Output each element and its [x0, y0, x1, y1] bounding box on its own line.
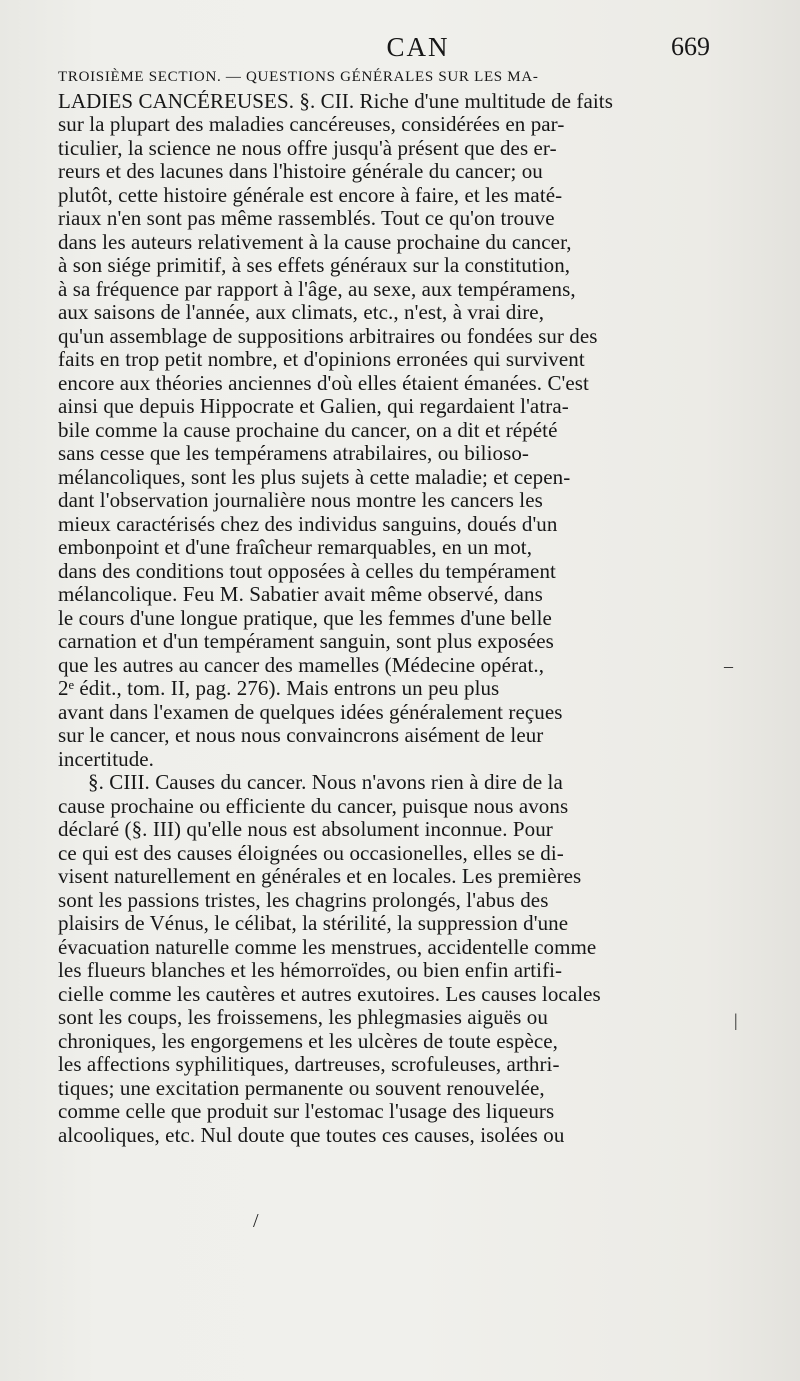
text-line-05: reurs et des lacunes dans l'histoire générale du cancer; ou [58, 160, 543, 183]
text-line-16: bile comme la cause prochaine du cancer, on a dit et répété [58, 418, 558, 442]
text-line-27: 2ᵉ édit., tom. II, pag. 276). Mais entrons un peu plus [58, 677, 500, 700]
text-line-10: à sa fréquence par rapport à l'âge, au sexe, aux tempéramens, [58, 277, 576, 301]
text-line-29: sur le cancer, et nous nous convaincrons aisément de leur [58, 724, 544, 747]
text-line-14: encore aux théories anciennes d'où elles étaient émanées. C'est [58, 371, 589, 395]
text-line-09: à son siége primitif, à ses effets généraux sur la constitution, [58, 254, 571, 277]
text-line-34: ce qui est des causes éloignées ou occasionelles, elles se di- [58, 841, 564, 865]
text-line-22: dans des conditions tout opposées à celles du tempérament [58, 559, 556, 583]
text-line-46: alcooliques, etc. Nul doute que toutes ces causes, isolées ou [58, 1123, 565, 1147]
text-line-25: carnation et d'un tempérament sanguin, sont plus exposées [58, 630, 554, 653]
text-line-21: embonpoint et d'une fraîcheur remarquables, en un mot, [58, 536, 533, 559]
text-line-23: mélancolique. Feu M. Sabatier avait même observé, dans [58, 583, 543, 606]
bottom-mark: / [253, 1210, 259, 1232]
edge-mark-top: – [724, 656, 733, 676]
text-line-30: incertitude. [58, 747, 155, 771]
page-number: 669 [671, 32, 710, 61]
text-line-15: ainsi que depuis Hippocrate et Galien, qui regardaient l'atra- [58, 395, 569, 418]
text-line-32: cause prochaine ou efficiente du cancer, puisque nous avons [58, 794, 569, 818]
text-line-03: sur la plupart des maladies cancéreuses, considérées en par- [58, 113, 565, 136]
page-header [58, 32, 710, 64]
text-line-31: §. CIII. Causes du cancer. Nous n'avons rien à dire de la [88, 771, 563, 794]
text-line-19: dant l'observation journalière nous montre les cancers les [58, 489, 543, 512]
text-line-13: faits en trop petit nombre, et d'opinions erronées qui survivent [58, 348, 585, 371]
text-line-01: TROISIÈME SECTION. — QUESTIONS GÉNÉRALES SUR LES MA- [58, 69, 539, 85]
text-line-36: sont les passions tristes, les chagrins prolongés, l'abus des [58, 888, 549, 912]
text-line-42: chroniques, les engorgemens et les ulcères de toute espèce, [58, 1029, 558, 1053]
text-line-08: dans les auteurs relativement à la cause prochaine du cancer, [58, 230, 572, 254]
body-text [58, 66, 710, 1147]
text-line-06: plutôt, cette histoire générale est encore à faire, et les maté- [58, 183, 563, 207]
edge-mark-bottom: | [734, 1010, 738, 1030]
text-line-45: comme celle que produit sur l'estomac l'usage des liqueurs [58, 1100, 555, 1123]
text-line-40: cielle comme les cautères et autres exutoires. Les causes locales [58, 982, 601, 1006]
text-line-26: que les autres au cancer des mamelles (Médecine opérat., [58, 653, 545, 677]
text-line-38: évacuation naturelle comme les menstrues, accidentelle comme [58, 935, 597, 959]
text-line-37: plaisirs de Vénus, le célibat, la stérilité, la suppression d'une [58, 912, 569, 935]
text-line-12: qu'un assemblage de suppositions arbitraires ou fondées sur des [58, 324, 598, 348]
text-line-24: le cours d'une longue pratique, que les femmes d'une belle [58, 606, 552, 630]
text-line-44: tiques; une excitation permanente ou souvent renouvelée, [58, 1076, 545, 1100]
text-line-39: les flueurs blanches et les hémorroïdes, ou bien enfin artifi- [58, 959, 563, 982]
text-line-04: ticulier, la science ne nous offre jusqu'à présent que des er- [58, 136, 557, 160]
text-line-35: visent naturellement en générales et en locales. Les premières [58, 865, 582, 888]
text-line-20: mieux caractérisés chez des individus sanguins, doués d'un [58, 512, 558, 536]
text-line-07: riaux n'en sont pas même rassemblés. Tout ce qu'on trouve [58, 207, 555, 230]
text-line-18: mélancoliques, sont les plus sujets à cette maladie; et cepen- [58, 465, 571, 489]
text-line-17: sans cesse que les tempéramens atrabilaires, ou bilioso- [58, 442, 530, 465]
running-head: CAN [386, 32, 450, 62]
text-line-28: avant dans l'examen de quelques idées généralement reçues [58, 700, 563, 724]
text-line-02: LADIES CANCÉREUSES. §. CII. Riche d'une multitude de faits [58, 89, 613, 113]
text-line-43: les affections syphilitiques, dartreuses, scrofuleuses, arthri- [58, 1053, 560, 1076]
text-line-11: aux saisons de l'année, aux climats, etc., n'est, à vrai dire, [58, 301, 545, 324]
text-line-41: sont les coups, les froissemens, les phlegmasies aiguës ou [58, 1006, 548, 1029]
text-line-33: déclaré (§. III) qu'elle nous est absolument inconnue. Pour [58, 818, 553, 841]
